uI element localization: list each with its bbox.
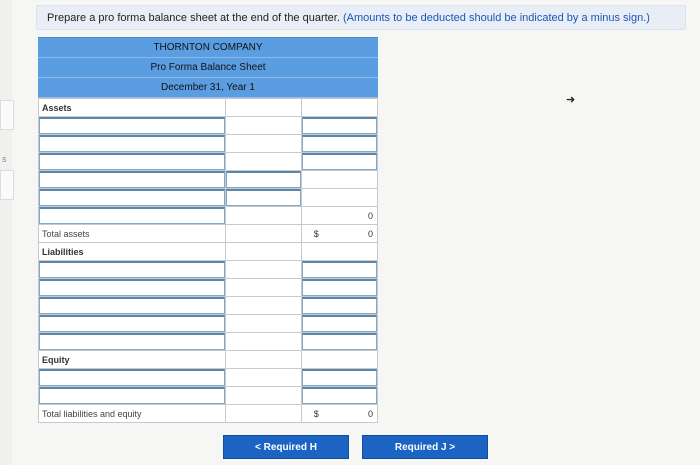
asset-name-input[interactable] — [39, 153, 225, 170]
asset-amount-input[interactable] — [302, 117, 377, 134]
liability-amount-input[interactable] — [302, 315, 377, 332]
left-margin-box — [0, 170, 14, 200]
asset-subamount-input[interactable] — [226, 171, 301, 188]
asset-name-input[interactable] — [39, 189, 225, 206]
asset-amount-input[interactable] — [302, 153, 377, 170]
asset-name-input[interactable] — [39, 135, 225, 152]
equity-name-input[interactable] — [39, 387, 225, 404]
mouse-cursor-icon: ➜ — [566, 94, 576, 106]
sheet-title: Pro Forma Balance Sheet — [38, 58, 378, 78]
table-row — [39, 189, 378, 207]
left-margin-mark: s — [2, 154, 7, 164]
assets-label: Assets — [39, 99, 226, 117]
liabilities-label: Liabilities — [39, 243, 226, 261]
asset-amount-input[interactable] — [302, 135, 377, 152]
liability-amount-input[interactable] — [302, 297, 377, 314]
table-row — [39, 135, 378, 153]
table-row — [39, 99, 378, 117]
liability-name-input[interactable] — [39, 297, 225, 314]
table-row — [39, 153, 378, 171]
table-row — [39, 171, 378, 189]
next-required-j-button[interactable]: Required J > — [362, 435, 488, 459]
asset-subamount-input[interactable] — [226, 189, 301, 206]
table-row — [39, 261, 378, 279]
table-row — [39, 351, 378, 369]
total-le-value: 0 — [367, 408, 373, 419]
table-row — [39, 333, 378, 351]
table-row — [39, 315, 378, 333]
instruction-text: Prepare a pro forma balance sheet at the end of the quarter. — [47, 12, 340, 24]
table-row — [39, 243, 378, 261]
total-assets-value: 0 — [367, 228, 373, 239]
table-row — [39, 279, 378, 297]
liability-amount-input[interactable] — [302, 333, 377, 350]
table-row — [39, 369, 378, 387]
total-le-dollar: $ — [313, 408, 319, 419]
table-row — [39, 297, 378, 315]
liability-name-input[interactable] — [39, 315, 225, 332]
equity-label: Equity — [39, 351, 226, 369]
table-row — [39, 207, 378, 225]
balance-sheet-grid — [38, 98, 378, 423]
equity-amount-input[interactable] — [302, 387, 377, 404]
liability-amount-input[interactable] — [302, 261, 377, 278]
table-row — [39, 117, 378, 135]
sheet-date: December 31, Year 1 — [38, 78, 378, 98]
liability-name-input[interactable] — [39, 261, 225, 278]
liability-name-input[interactable] — [39, 279, 225, 296]
left-margin-strip — [0, 0, 12, 465]
table-row — [39, 225, 378, 243]
total-assets-dollar: $ — [313, 228, 319, 239]
instruction-note: (Amounts to be deducted should be indicated by a minus sign.) — [342, 12, 650, 24]
left-margin-box — [0, 100, 14, 130]
asset-name-input[interactable] — [39, 207, 225, 224]
balance-sheet — [38, 37, 378, 423]
asset-net-value: 0 — [301, 207, 377, 225]
table-row — [39, 387, 378, 405]
total-assets-label: Total assets — [39, 225, 226, 243]
prev-required-h-button[interactable]: < Required H — [223, 435, 349, 459]
equity-amount-input[interactable] — [302, 369, 377, 386]
asset-name-input[interactable] — [39, 171, 225, 188]
company-name: THORNTON COMPANY — [38, 37, 378, 58]
equity-name-input[interactable] — [39, 369, 225, 386]
liability-name-input[interactable] — [39, 333, 225, 350]
liability-amount-input[interactable] — [302, 279, 377, 296]
total-liabilities-equity-label: Total liabilities and equity — [39, 405, 226, 423]
table-row — [39, 405, 378, 423]
asset-name-input[interactable] — [39, 117, 225, 134]
instruction-bar — [36, 5, 686, 30]
